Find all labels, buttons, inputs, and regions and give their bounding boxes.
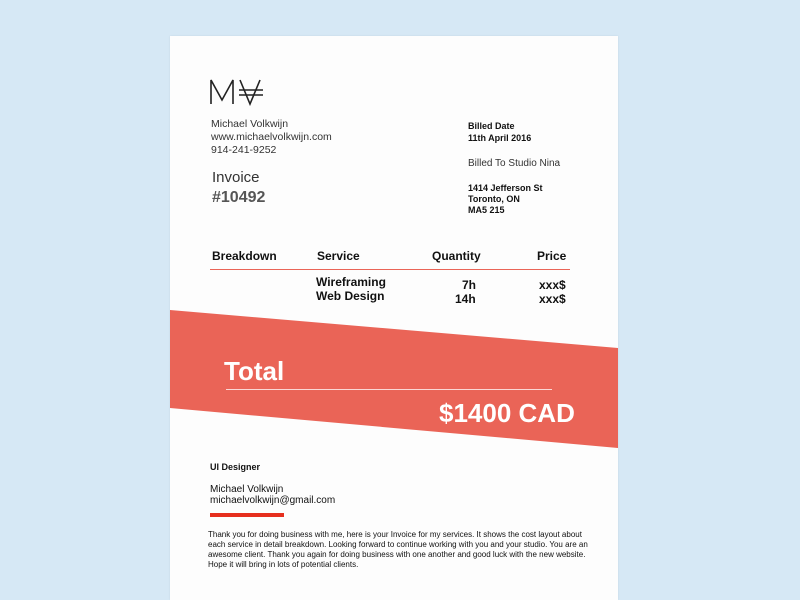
- header-price: Price: [537, 249, 567, 263]
- header-service: Service: [317, 249, 360, 263]
- signature-accent-bar: [210, 513, 284, 517]
- invoice-number: #10492: [212, 189, 266, 206]
- header-breakdown: Breakdown: [212, 249, 277, 263]
- billed-date-label: Billed Date: [468, 121, 515, 131]
- sender-phone: 914-241-9252: [211, 144, 277, 156]
- signature-email[interactable]: michaelvolkwijn@gmail.com: [210, 495, 336, 506]
- address-line-3: MA5 215: [468, 205, 505, 215]
- total-divider: [226, 389, 552, 390]
- billed-date: 11th April 2016: [468, 133, 532, 143]
- sender-name: Michael Volkwijn: [211, 118, 289, 130]
- table-header-divider: [210, 269, 570, 270]
- address-line-1: 1414 Jefferson St: [468, 183, 543, 193]
- sender-website[interactable]: www.michaelvolkwijn.com: [211, 131, 332, 143]
- row-price: xxx$: [539, 278, 566, 292]
- logo: [210, 78, 266, 113]
- logo-mark: [210, 78, 266, 106]
- svg-text:MV: MV: [210, 78, 214, 79]
- row-price: xxx$: [539, 292, 566, 306]
- total-label: Total: [224, 356, 285, 386]
- address-line-2: Toronto, ON: [468, 194, 520, 204]
- signature-name: Michael Volkwijn: [210, 484, 284, 495]
- total-value: $1400 CAD: [439, 398, 575, 428]
- invoice-label: Invoice: [212, 169, 260, 186]
- row-service: Web Design: [316, 289, 385, 303]
- row-quantity: 14h: [455, 292, 476, 306]
- row-service: Wireframing: [316, 275, 386, 289]
- row-quantity: 7h: [462, 278, 477, 292]
- header-quantity: Quantity: [432, 249, 481, 263]
- invoice-document: [170, 36, 618, 600]
- billed-to: Billed To Studio Nina: [468, 158, 561, 169]
- signature-role: UI Designer: [210, 462, 261, 472]
- thank-you-message: Thank you for doing business with me, here is your Invoice for my services. It shows the cost layout about each service in detail breakdown. Looking forward to continue working with you and your studio. You are an awesome client. Thank you again for doing business with one another and good luck with the new website. Hope it will bring in lots of potential clients.: [208, 530, 588, 569]
